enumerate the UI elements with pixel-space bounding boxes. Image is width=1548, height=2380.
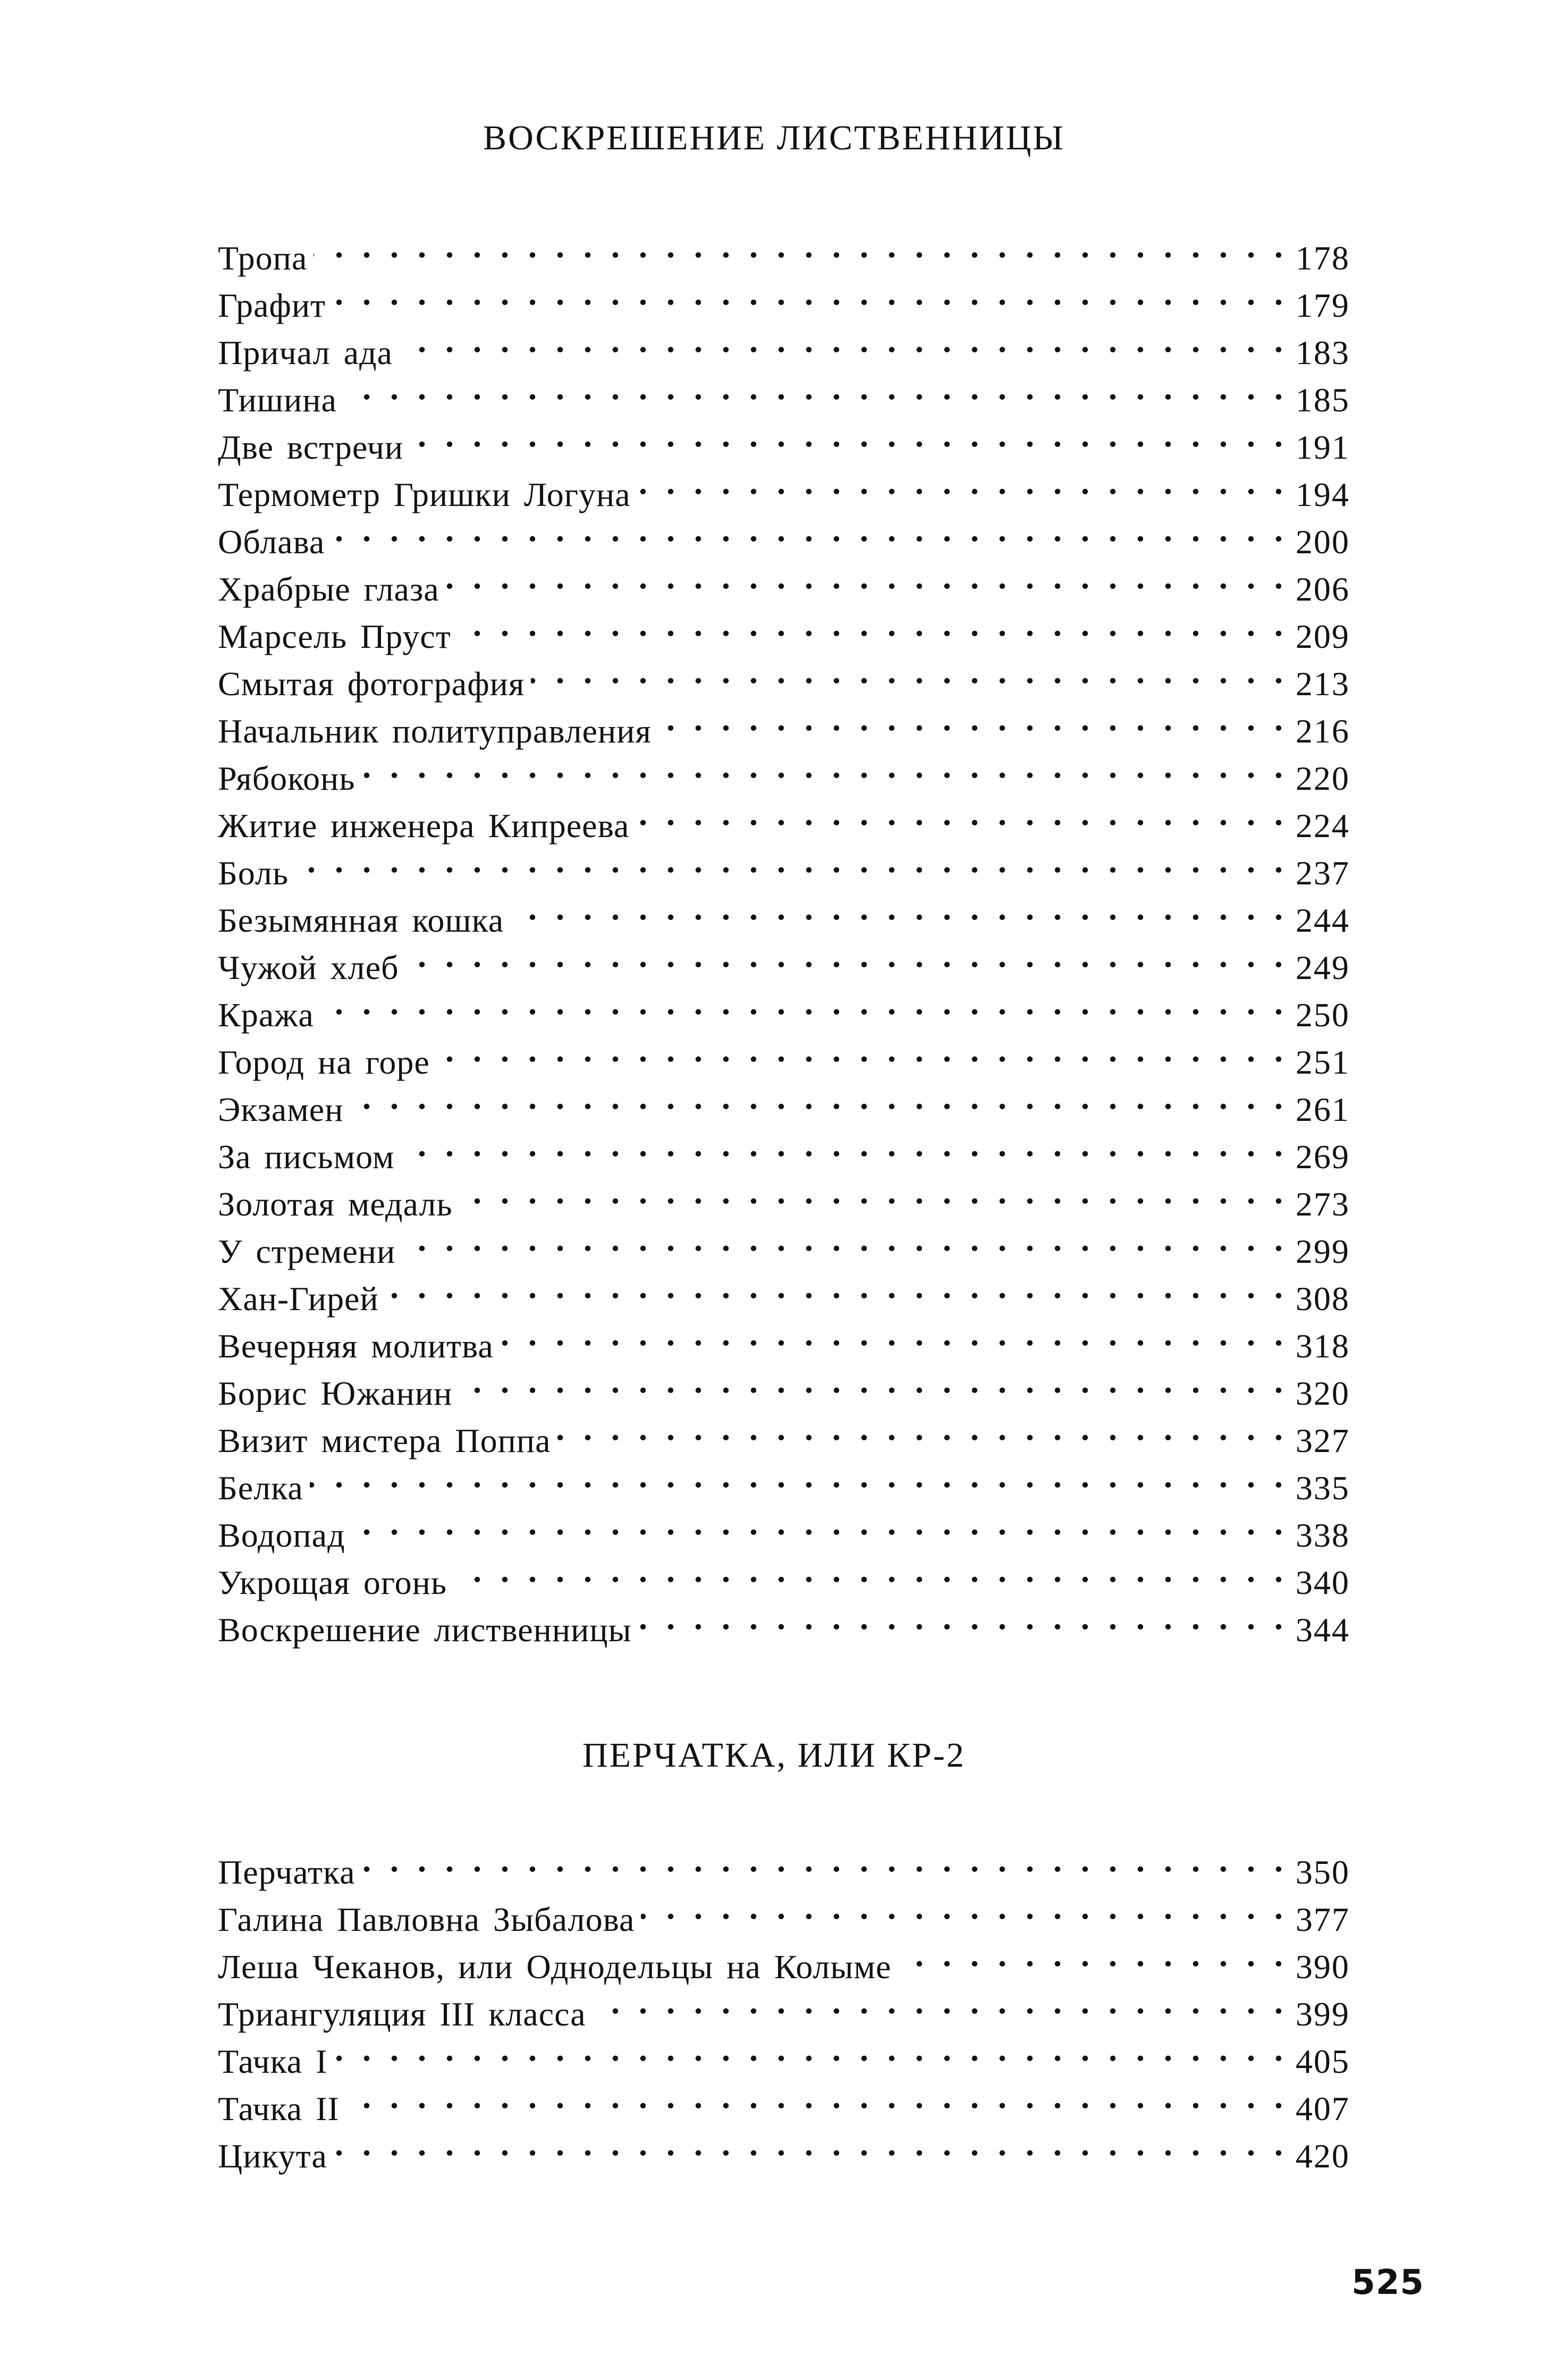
toc-entry	[218, 269, 1350, 324]
toc-entry-title: Храбрые глаза	[218, 570, 439, 608]
dot-leader	[332, 269, 1288, 317]
dot-leader	[637, 459, 1288, 506]
dot-leader	[500, 1310, 1288, 1357]
toc-entry-page-number: 308	[1296, 1280, 1350, 1318]
toc-entry-title: Графит	[218, 286, 326, 324]
toc-entry-page-number: 206	[1296, 570, 1350, 608]
toc-entry-page-number: 251	[1296, 1043, 1350, 1081]
dot-leader	[531, 648, 1288, 695]
dot-leader	[658, 695, 1288, 742]
toc-entry-page-number: 269	[1296, 1138, 1350, 1176]
toc-entry-page-number: 200	[1296, 523, 1350, 561]
toc-entry-page-number: 327	[1296, 1422, 1350, 1459]
dot-leader	[399, 317, 1288, 364]
dot-leader	[295, 837, 1288, 884]
toc-entry-page-number: 185	[1296, 381, 1350, 419]
toc-entry	[218, 411, 1350, 466]
toc-entry	[218, 742, 1350, 797]
toc-entry	[218, 506, 1350, 561]
toc-entry-title: Облава	[218, 523, 325, 561]
toc-entry	[218, 1836, 1350, 1891]
toc-entry-page-number: 191	[1296, 428, 1350, 466]
toc-entry	[218, 2120, 1350, 2175]
dot-leader	[510, 884, 1288, 932]
toc-entry-page-number: 405	[1296, 2043, 1350, 2080]
dot-leader	[361, 1836, 1288, 1884]
page-number: 525	[1351, 2263, 1424, 2302]
toc-entry-page-number: 320	[1296, 1374, 1350, 1412]
toc-entry-title: Вечерняя молитва	[218, 1327, 494, 1365]
toc-entry	[218, 222, 1350, 277]
toc-entry-page-number: 273	[1296, 1185, 1350, 1223]
toc-entry-title: Смытая фотография	[218, 665, 525, 703]
toc-entry-title: Термометр Гришки Логуна	[218, 476, 631, 513]
toc-entry-title: Кража	[218, 996, 314, 1034]
toc-entry-page-number: 350	[1296, 1853, 1350, 1891]
dot-leader	[352, 1499, 1288, 1547]
toc-entry	[218, 1263, 1350, 1318]
dot-leader	[453, 1547, 1288, 1594]
toc-entry-page-number: 237	[1296, 854, 1350, 892]
toc-entry	[218, 884, 1350, 939]
toc-entry-title: Житие инженера Кипреева	[218, 807, 630, 845]
dot-leader	[436, 1026, 1288, 1074]
dot-leader	[459, 1168, 1288, 1216]
toc-entry-title: Золотая медаль	[218, 1185, 453, 1223]
toc-entry-title: Тачка I	[218, 2043, 328, 2080]
toc-entry-page-number: 420	[1296, 2137, 1350, 2175]
toc-entry-title: У стремени	[218, 1233, 396, 1270]
dot-leader	[410, 411, 1288, 459]
dot-leader	[334, 2025, 1288, 2073]
toc-entry-page-number: 179	[1296, 286, 1350, 324]
toc-entry-page-number: 244	[1296, 901, 1350, 939]
toc-entry-title: Рябоконь	[218, 759, 356, 797]
toc-entry-page-number: 318	[1296, 1327, 1350, 1365]
toc-entry-title: Начальник политуправления	[218, 712, 652, 750]
toc-entry-title: Цикута	[218, 2137, 327, 2175]
toc-entry-title: Галина Павловна Зыбалова	[218, 1901, 635, 1938]
dot-leader	[320, 979, 1288, 1026]
toc-entry-title: Белка	[218, 1469, 303, 1507]
toc-entry-title: Визит мистера Поппа	[218, 1422, 551, 1459]
toc-entry-page-number: 335	[1296, 1469, 1350, 1507]
toc-entry	[218, 837, 1350, 892]
toc-entry-title: Безымянная кошка	[218, 901, 504, 939]
dot-leader	[385, 1263, 1288, 1310]
dot-leader	[638, 1594, 1288, 1641]
dot-leader	[405, 932, 1288, 979]
toc-entry-page-number: 209	[1296, 618, 1350, 655]
toc-entry-page-number: 261	[1296, 1091, 1350, 1128]
toc-entry	[218, 1452, 1350, 1507]
toc-entry	[218, 364, 1350, 419]
dot-leader	[458, 601, 1288, 648]
toc-entry-title: Боль	[218, 854, 289, 892]
dot-leader	[331, 506, 1288, 553]
dot-leader	[641, 1884, 1288, 1931]
dot-leader	[350, 1074, 1288, 1121]
toc-entry-title: Чужой хлеб	[218, 949, 399, 986]
dot-leader	[593, 1978, 1288, 2025]
toc-entry	[218, 317, 1350, 372]
toc-entry	[218, 2073, 1350, 2128]
toc-entry-page-number: 377	[1296, 1901, 1350, 1938]
toc-entry-page-number: 249	[1296, 949, 1350, 986]
dot-leader	[343, 364, 1288, 411]
toc-entry-title: Причал ада	[218, 334, 393, 372]
toc-entry-title: Тропа	[218, 239, 308, 277]
toc-entry-title: Тишина	[218, 381, 337, 419]
dot-leader	[402, 1216, 1288, 1263]
toc-entry	[218, 2025, 1350, 2080]
toc-entry-title: За письмом	[218, 1138, 395, 1176]
toc-entry-title: Экзамен	[218, 1091, 344, 1128]
toc-entry-title: Перчатка	[218, 1853, 356, 1891]
toc-entry	[218, 1547, 1350, 1601]
toc-entry-title: Город на горе	[218, 1043, 430, 1081]
toc-entry	[218, 1310, 1350, 1365]
toc-entry	[218, 790, 1350, 845]
toc-entry-title: Борис Южанин	[218, 1374, 453, 1412]
toc-entry-title: Триангуляция III класса	[218, 1995, 586, 2033]
toc-entry-page-number: 194	[1296, 476, 1350, 513]
toc-entry-title: Укрощая огонь	[218, 1564, 447, 1601]
dot-leader	[557, 1405, 1289, 1452]
toc-entry	[218, 553, 1350, 608]
dot-leader	[346, 2073, 1288, 2120]
toc-entry-title: Водопад	[218, 1516, 345, 1554]
toc-entry	[218, 1884, 1350, 1938]
dot-leader	[334, 2120, 1288, 2167]
toc-entry-page-number: 178	[1296, 239, 1350, 277]
toc-entry-page-number: 344	[1296, 1611, 1350, 1649]
toc-entry	[218, 1121, 1350, 1176]
toc-entry-title: Хан-Гирей	[218, 1280, 379, 1318]
toc-entry-title: Леша Чеканов, или Однодельцы на Колыме	[218, 1948, 892, 1986]
toc-entry-page-number: 216	[1296, 712, 1350, 750]
toc-entry-page-number: 399	[1296, 1995, 1350, 2033]
dot-leader	[314, 222, 1288, 269]
toc-entry	[218, 1499, 1350, 1554]
toc-entry-title: Две встречи	[218, 428, 404, 466]
toc-entry-title: Тачка II	[218, 2090, 340, 2128]
dot-leader	[459, 1357, 1288, 1405]
toc-entry-page-number: 407	[1296, 2090, 1350, 2128]
toc-entry-page-number: 299	[1296, 1233, 1350, 1270]
toc-entry-page-number: 224	[1296, 807, 1350, 845]
dot-leader	[310, 1452, 1288, 1499]
table-of-contents	[218, 222, 1350, 1649]
toc-entry	[218, 1074, 1350, 1128]
dot-leader	[898, 1931, 1288, 1978]
toc-entry	[218, 979, 1350, 1034]
dot-leader	[446, 553, 1288, 601]
toc-entry-page-number: 340	[1296, 1564, 1350, 1601]
table-of-contents	[218, 1836, 1350, 2175]
dot-leader	[361, 742, 1288, 790]
toc-entry-title: Марсель Пруст	[218, 618, 451, 655]
toc-entry-page-number: 213	[1296, 665, 1350, 703]
dot-leader	[401, 1121, 1288, 1168]
toc-entry-page-number: 338	[1296, 1516, 1350, 1554]
section-heading: ПЕРЧАТКА, ИЛИ КР-2	[582, 1736, 966, 1775]
toc-entry-page-number: 250	[1296, 996, 1350, 1034]
section-heading: ВОСКРЕШЕНИЕ ЛИСТВЕННИЦЫ	[483, 119, 1065, 157]
dot-leader	[636, 790, 1288, 837]
toc-entry-title: Воскрешение лиственницы	[218, 1611, 632, 1649]
toc-entry-page-number: 220	[1296, 759, 1350, 797]
toc-entry-page-number: 183	[1296, 334, 1350, 372]
toc-entry-page-number: 390	[1296, 1948, 1350, 1986]
toc-entry	[218, 1026, 1350, 1081]
